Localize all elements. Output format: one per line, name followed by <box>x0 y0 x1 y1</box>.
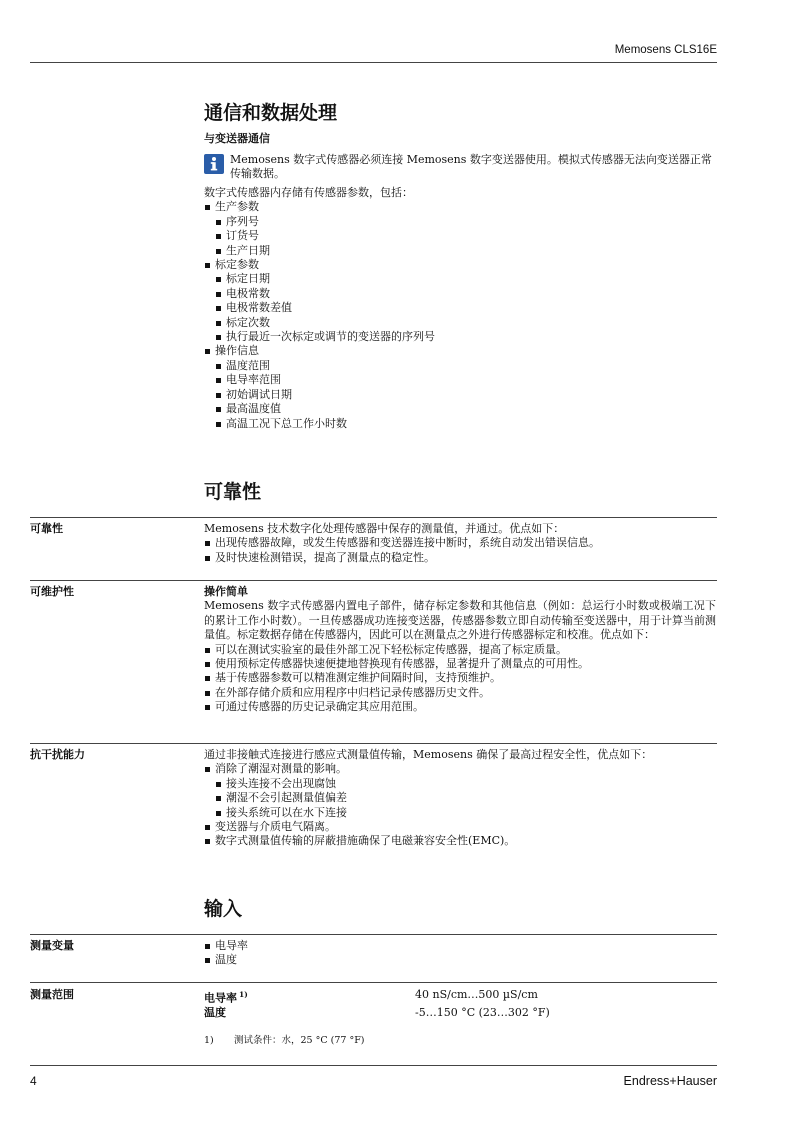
page-number: 4 <box>30 1074 37 1088</box>
divider <box>30 982 717 983</box>
list-item: 电导率 <box>204 939 716 953</box>
reliability-intro: Memosens 技术数字化处理传感器中保存的测量值，并通过。优点如下： <box>204 522 565 535</box>
divider <box>30 517 717 518</box>
communication-subtitle: 与变送器通信 <box>204 132 270 145</box>
parameters-intro: 数字式传感器内存储有传感器参数，包括： <box>204 186 413 199</box>
list-item: 温度范围 <box>215 359 716 373</box>
footer-divider <box>30 1065 717 1066</box>
list-item: 数字式测量值传输的屏蔽措施确保了电磁兼容安全性(EMC)。 <box>204 834 716 848</box>
range-row-name: 电导率 $^{1)}$ <box>204 990 248 1005</box>
list-item: 可通过传感器的历史记录确定其应用范围。 <box>204 700 716 714</box>
footnote-mark: 1) <box>204 1035 214 1046</box>
list-item: 变送器与介质电气隔离。 <box>204 820 716 834</box>
parameter-groups <box>204 200 716 431</box>
list-item: 温度 <box>204 953 716 967</box>
section-title-input: 输入 <box>204 898 243 920</box>
list-item: 序列号 <box>215 215 716 229</box>
list-item: 使用预标定传感器快速便捷地替换现有传感器，显著提升了测量点的可用性。 <box>204 657 716 671</box>
communication-body <box>204 186 716 431</box>
header-divider <box>30 62 717 63</box>
group-label: 标定参数 <box>215 258 259 272</box>
list-item: 标定日期 <box>215 272 716 286</box>
list-item: 标定次数 <box>215 316 716 330</box>
reliability-label: 可靠性 <box>30 522 63 535</box>
footnote-text: 测试条件：水，25 °C (77 °F) <box>234 1035 365 1046</box>
list-item: 接头连接不会出现腐蚀 <box>215 777 716 791</box>
list-item: 在外部存储介质和应用程序中归档记录传感器历史文件。 <box>204 686 716 700</box>
group-label: 生产参数 <box>215 200 259 214</box>
list-item: 电极常数 <box>215 287 716 301</box>
list-item: 接头系统可以在水下连接 <box>215 806 716 820</box>
list-item: 出现传感器故障，或发生传感器和变送器连接中断时，系统自动发出错误信息。 <box>204 536 716 550</box>
maintainability-content <box>204 585 716 715</box>
list-item: 生产日期 <box>215 244 716 258</box>
info-icon <box>204 154 224 174</box>
document-header-title: Memosens CLS16E <box>614 44 717 56</box>
list-item: 消除了潮湿对测量的影响。 接头连接不会出现腐蚀 潮湿不会引起测量值偏差 接头系统可以在水下连接 <box>204 762 716 820</box>
list-item: 初始调试日期 <box>215 388 716 402</box>
measured-variable-label: 测量变量 <box>30 939 74 952</box>
divider <box>30 743 717 744</box>
maintainability-paragraph: Memosens 数字式传感器内置电子部件，储存标定参数和其他信息（例如：总运行小时数或极端工况下的累计工作小时数）。一旦传感器成功连接变送器，传感器参数立即自动传输至变送器中，用于计算当前测量值。标定数据存储在传感器内，因此可以在测量点之外进行传感器标定和校准。优点如下： <box>204 599 716 642</box>
divider <box>30 580 717 581</box>
list-item: 及时快速检测错误，提高了测量点的稳定性。 <box>204 551 716 565</box>
immunity-intro: 通过非接触式连接进行感应式测量值传输，Memosens 确保了最高过程安全性，优点如下： <box>204 748 653 761</box>
list-item: 潮湿不会引起测量值偏差 <box>215 791 716 805</box>
measured-variable-content <box>204 939 716 968</box>
group-label: 操作信息 <box>215 344 259 358</box>
brand-name: Endress+Hauser <box>623 1074 717 1088</box>
list-item: 电极常数差值 <box>215 301 716 315</box>
list-item: 电导率范围 <box>215 373 716 387</box>
range-row-value: 40 nS/cm…500 µS/cm <box>415 988 538 1001</box>
range-row-value: -5…150 °C (23…302 °F) <box>415 1006 550 1019</box>
info-note: Memosens 数字式传感器必须连接 Memosens 数字变送器使用。模拟式传感器无法向变送器正常传输数据。 <box>230 153 712 181</box>
list-item: 最高温度值 <box>215 402 716 416</box>
list-item: 可以在测试实验室的最佳外部工况下轻松标定传感器，提高了标定质量。 <box>204 643 716 657</box>
maintainability-label: 可维护性 <box>30 585 74 598</box>
immunity-label: 抗干扰能力 <box>30 748 85 761</box>
measuring-range-label: 测量范围 <box>30 988 74 1001</box>
parameter-group <box>204 200 716 258</box>
reliability-content <box>204 522 716 565</box>
list-item: 高温工况下总工作小时数 <box>215 417 716 431</box>
list-item: 执行最近一次标定或调节的变送器的序列号 <box>215 330 716 344</box>
section-title-reliability: 可靠性 <box>204 481 262 503</box>
divider <box>30 934 717 935</box>
list-item: 基于传感器参数可以精准测定维护间隔时间，支持预维护。 <box>204 671 716 685</box>
immunity-content <box>204 748 716 849</box>
parameter-group <box>204 344 716 430</box>
section-title-communication: 通信和数据处理 <box>204 102 338 124</box>
parameter-group <box>204 258 716 344</box>
range-row-name: 温度 <box>204 1006 226 1019</box>
maintainability-subtitle: 操作简单 <box>204 585 248 598</box>
list-item: 订货号 <box>215 229 716 243</box>
